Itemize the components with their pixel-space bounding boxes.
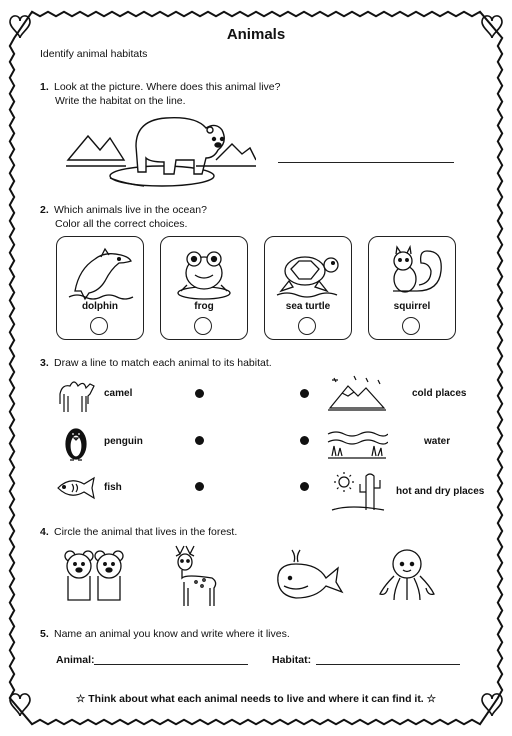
question-3	[40, 356, 272, 370]
question-4	[40, 525, 237, 539]
bears-icon[interactable]	[62, 546, 126, 604]
star-icon: ☆	[75, 693, 86, 705]
question-5	[40, 627, 290, 641]
question-1	[40, 80, 280, 108]
question-text: Which animals live in the ocean?	[54, 204, 207, 216]
animal-label: camel	[104, 388, 133, 399]
choice-label: dolphin	[81, 301, 119, 312]
animal-label: penguin	[104, 436, 143, 447]
sea-turtle-icon	[273, 241, 343, 301]
question-text: Circle the animal that lives in the forest.	[54, 526, 238, 538]
whale-icon[interactable]	[272, 546, 346, 602]
choice-circle[interactable]	[402, 317, 420, 335]
habitat-label: cold places	[412, 388, 467, 399]
match-dot-left[interactable]	[195, 482, 204, 491]
match-dot-right[interactable]	[300, 482, 309, 491]
choice-circle[interactable]	[90, 317, 108, 335]
octopus-icon[interactable]	[376, 546, 438, 604]
star-icon: ☆	[426, 693, 437, 705]
habitat-label: Habitat:	[272, 654, 312, 666]
choice-label: squirrel	[393, 301, 431, 312]
question-text: Write the habitat on the line.	[55, 95, 186, 107]
choice-card-squirrel[interactable]	[368, 236, 456, 340]
frog-icon	[169, 241, 239, 301]
choice-card-dolphin[interactable]	[56, 236, 144, 340]
match-dot-left[interactable]	[195, 389, 204, 398]
choice-circle[interactable]	[194, 317, 212, 335]
choice-label: frog	[194, 301, 214, 312]
page-subtitle: Identify animal habitats	[40, 48, 148, 60]
page-title: Animals	[226, 26, 286, 43]
habitat-label: hot and dry places	[396, 486, 485, 497]
question-text: Draw a line to match each animal to its habitat.	[54, 357, 272, 369]
question-text: Color all the correct choices.	[55, 218, 188, 230]
choice-card-frog[interactable]	[160, 236, 248, 340]
dolphin-icon	[65, 241, 135, 301]
squirrel-icon	[377, 241, 447, 301]
question-number: 3.	[40, 357, 49, 369]
question-number: 2.	[40, 204, 49, 216]
animal-answer-line[interactable]	[94, 664, 248, 665]
habitat-answer-line[interactable]	[316, 664, 460, 665]
footer-tip	[0, 693, 512, 705]
animal-label: fish	[104, 482, 122, 493]
match-dot-left[interactable]	[195, 436, 204, 445]
camel-icon	[54, 374, 98, 414]
question-text: Look at the picture. Where does this animal live?	[54, 81, 281, 93]
choice-label: sea turtle	[285, 301, 331, 312]
snowy-mountain-icon	[326, 374, 388, 412]
desert-cactus-icon	[330, 468, 386, 514]
question-number: 4.	[40, 526, 49, 538]
footer-text: Think about what each animal needs to live and where it can find it.	[88, 693, 424, 705]
fish-icon	[54, 474, 98, 502]
question-number: 1.	[40, 81, 49, 93]
match-dot-right[interactable]	[300, 436, 309, 445]
polar-bear-icon	[66, 108, 256, 192]
answer-line[interactable]	[278, 162, 454, 163]
choice-card-sea-turtle[interactable]	[264, 236, 352, 340]
water-icon	[326, 424, 388, 460]
question-text: Name an animal you know and write where it lives.	[54, 628, 290, 640]
question-number: 5.	[40, 628, 49, 640]
animal-label: Animal:	[56, 654, 95, 666]
match-dot-right[interactable]	[300, 389, 309, 398]
penguin-icon	[60, 422, 92, 462]
question-2	[40, 203, 207, 231]
deer-icon[interactable]	[166, 542, 222, 608]
habitat-label: water	[424, 436, 451, 447]
choice-circle[interactable]	[298, 317, 316, 335]
